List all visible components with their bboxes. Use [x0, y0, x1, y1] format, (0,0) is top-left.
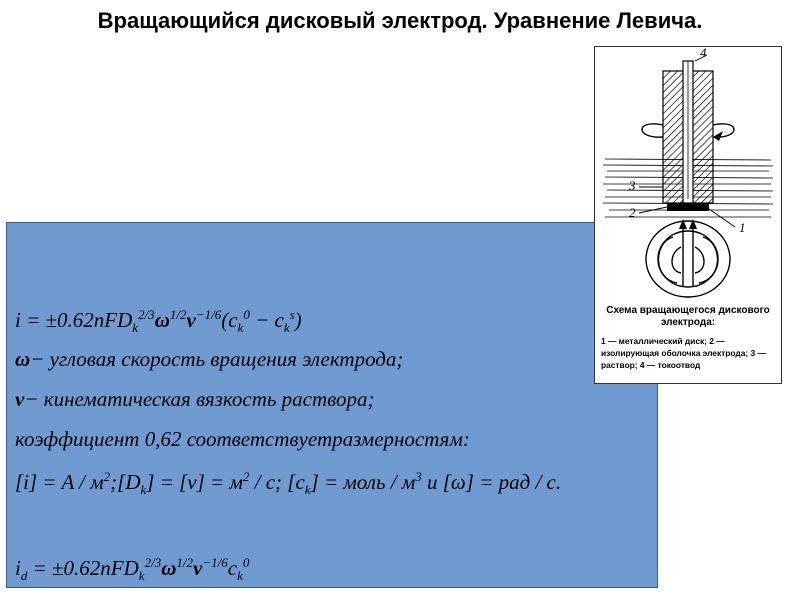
page-title: Вращающийся дисковый электрод. Уравнение Левича. — [97, 8, 703, 33]
coefficient-note: коэффициент 0,62 соответствуетразмерностям: — [15, 427, 470, 451]
rotation-arrow-icon — [713, 131, 723, 141]
diagram-caption-legend: 1 — металлический диск; 2 — изолирующая оболочка электрода; 3 — раствор; 4 — токоотвод — [601, 336, 766, 370]
flow-lines — [646, 221, 730, 297]
electrode-drawing — [595, 47, 781, 303]
metal-disk — [667, 203, 709, 211]
label-4: 4 — [700, 45, 707, 60]
levich-equation: $i = \pm 0.62nFD_k^{2/3}\omega^{1/2}\nu^{-1/6}(c_k^0 - c_k^s)$ — [15, 307, 302, 336]
units-line: $[i] = A / м^2;[D_k] = [\nu] = м^2 / c$; $[c_k]$ = моль / $м^3$ и [ω] = рад / c. — [15, 469, 562, 498]
limiting-current-equation: $i_d = \pm 0.62nFD_k^{2/3}\omega^{1/2}\nu^{-1/6}c_k^0$ — [15, 555, 250, 584]
label-2: 2 — [629, 205, 636, 220]
electrode-diagram — [594, 46, 782, 384]
nu-definition: ν− кинематическая вязкость раствора; — [15, 387, 375, 411]
label-3: 3 — [629, 178, 636, 193]
diagram-caption-title: Схема вращающегося дискового электрода: — [606, 305, 770, 328]
formula-panel — [6, 222, 658, 588]
label-1: 1 — [739, 220, 746, 235]
omega-definition: ω− угловая скорость вращения электрода; — [15, 347, 404, 371]
